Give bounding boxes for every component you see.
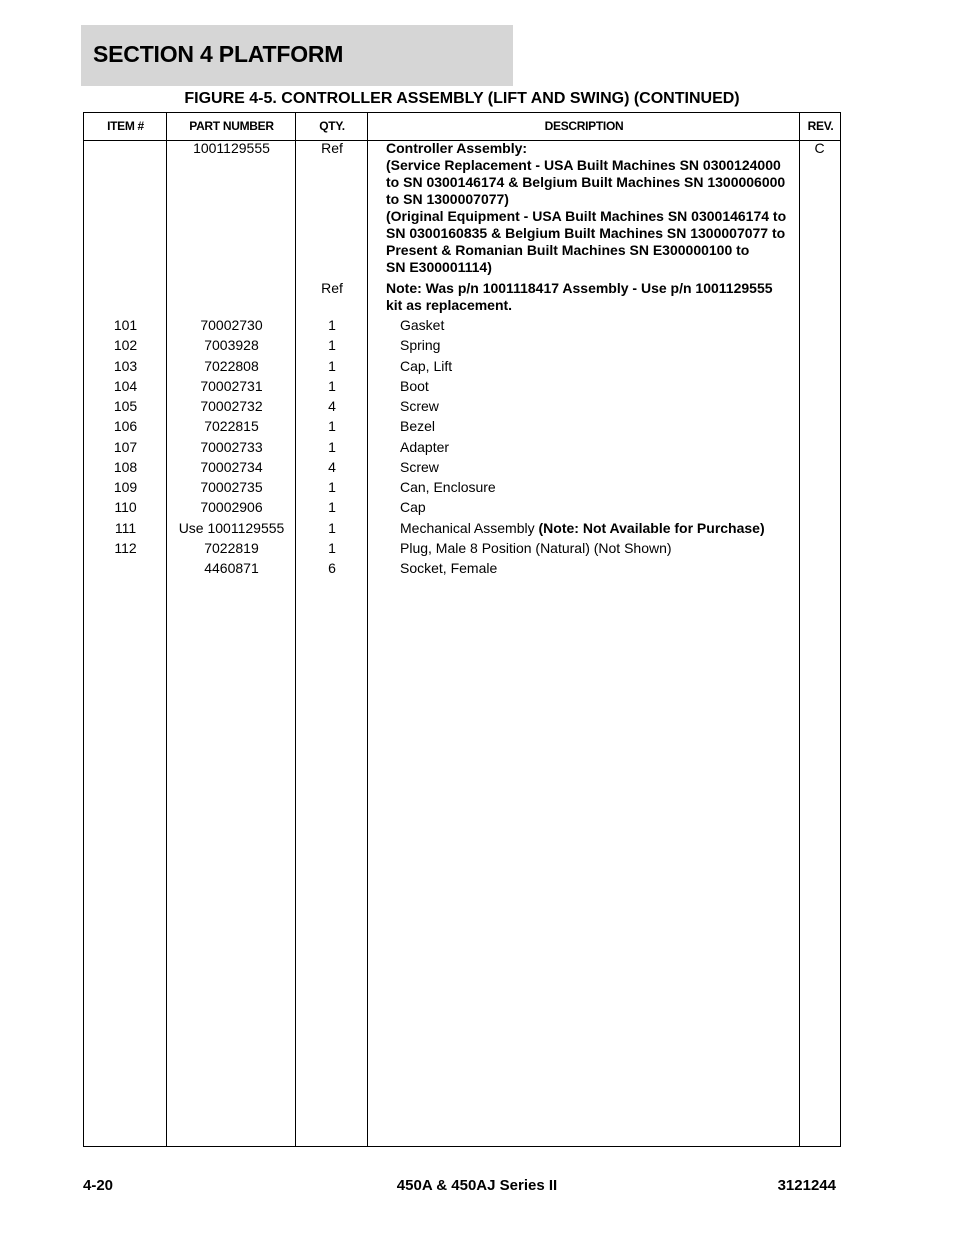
section-banner <box>81 25 513 86</box>
row-description <box>400 459 812 476</box>
row-part-number: Use 1001129555 <box>178 519 285 536</box>
row-item-number: 103 <box>113 357 138 374</box>
row-item-number: 105 <box>113 398 138 414</box>
row-description-text: Spring <box>400 337 441 354</box>
row-description <box>400 378 812 395</box>
column-header-rev: REV. <box>807 119 834 133</box>
note-desc-line: kit as replacement. <box>386 297 513 313</box>
row-description-text: Socket, Female <box>400 560 498 576</box>
row-description-text: Mechanical Assembly <box>400 519 539 536</box>
row-item-number: 109 <box>113 479 138 495</box>
row-part-number: 70002733 <box>200 438 263 455</box>
row-part-number: 70002735 <box>200 479 263 495</box>
row-description-text: Plug, Male 8 Position (Natural) (Not Shown) <box>400 539 672 556</box>
figure-title: FIGURE 4-5. CONTROLLER ASSEMBLY (LIFT AND SWING) (CONTINUED) <box>184 90 740 107</box>
row-description <box>400 540 812 557</box>
row-qty: 1 <box>328 357 336 374</box>
row-item-number: 106 <box>113 418 138 435</box>
row-qty: 6 <box>328 560 336 576</box>
row-description-text: Cap, Lift <box>400 357 453 374</box>
assembly-desc-line: SN E300001114) <box>386 259 492 275</box>
row-qty: 4 <box>328 458 336 475</box>
row-qty: 1 <box>328 317 336 333</box>
row-item-number: 102 <box>113 337 138 354</box>
row-item-number: 112 <box>114 539 137 556</box>
row-description <box>400 337 812 354</box>
row-description <box>400 560 812 577</box>
row-part-number: 70002730 <box>200 317 263 333</box>
row-part-number: 70002731 <box>200 377 263 394</box>
row-description-text: Boot <box>400 377 429 394</box>
parts-table <box>83 112 841 1147</box>
column-divider <box>367 113 368 1146</box>
note-description <box>386 280 798 314</box>
assembly-rev: C <box>814 140 825 156</box>
column-divider <box>166 113 167 1146</box>
row-description <box>400 418 812 435</box>
row-description-text: Adapter <box>400 438 450 455</box>
row-description-text: Can, Enclosure <box>400 479 496 495</box>
row-item-number: 101 <box>113 317 138 333</box>
assembly-desc-line: to SN 0300146174 & Belgium Built Machines SN 1300006000 <box>386 174 786 190</box>
row-description-text: Cap <box>400 499 426 516</box>
row-part-number: 7022815 <box>204 418 259 435</box>
column-header-qty: QTY. <box>319 119 345 133</box>
assembly-desc-line: SN 0300160835 & Belgium Built Machines SN 1300007077 to <box>386 225 786 241</box>
assembly-desc-line: (Original Equipment - USA Built Machines SN 0300146174 to <box>386 208 787 224</box>
row-part-number: 7003928 <box>204 337 259 354</box>
column-header-part-number: PART NUMBER <box>189 119 274 133</box>
row-description <box>400 479 812 496</box>
row-part-number: 4460871 <box>204 560 259 576</box>
column-header-description: DESCRIPTION <box>544 119 624 133</box>
row-qty: 1 <box>328 418 336 435</box>
row-qty: 1 <box>328 337 336 354</box>
row-item-number: 111 <box>114 519 137 536</box>
row-item-number: 107 <box>113 438 138 455</box>
assembly-desc-line: Present & Romanian Built Machines SN E300000100 to <box>386 242 750 258</box>
assembly-description <box>386 140 798 276</box>
row-description <box>400 317 812 334</box>
footer-model: 450A & 450AJ Series II <box>396 1177 558 1194</box>
row-description <box>400 499 812 516</box>
row-qty: 1 <box>328 479 336 495</box>
assembly-desc-line: (Service Replacement - USA Built Machines SN 0300124000 <box>386 157 781 173</box>
row-description <box>400 398 812 415</box>
section-title: SECTION 4 PLATFORM <box>93 41 344 67</box>
row-description <box>400 439 812 456</box>
row-item-number: 108 <box>113 458 138 475</box>
column-divider <box>295 113 296 1146</box>
assembly-part-number: 1001129555 <box>193 140 270 156</box>
row-qty: 1 <box>328 377 336 394</box>
row-description-text: Screw <box>400 458 439 475</box>
row-description-text: Gasket <box>400 317 445 333</box>
row-qty: 4 <box>328 398 336 414</box>
row-qty: 1 <box>328 438 336 455</box>
row-qty: 1 <box>328 499 336 516</box>
row-item-number: 110 <box>114 499 137 516</box>
row-part-number: 70002906 <box>200 499 263 516</box>
row-description-text: Screw <box>400 398 439 414</box>
note-desc-line: Note: Was p/n 1001118417 Assembly - Use p/n 1001129555 <box>386 280 773 296</box>
assembly-desc-line: to SN 1300007077) <box>386 191 509 207</box>
row-description-text: Bezel <box>400 418 436 435</box>
column-header-item: ITEM # <box>107 119 144 133</box>
row-description-note: (Note: Not Available for Purchase) <box>538 519 765 536</box>
row-item-number: 104 <box>113 377 138 394</box>
row-part-number: 70002734 <box>200 458 263 475</box>
assembly-qty: Ref <box>321 140 343 156</box>
row-part-number: 70002732 <box>200 398 263 414</box>
row-part-number: 7022808 <box>204 357 259 374</box>
row-part-number: 7022819 <box>204 539 259 556</box>
footer-doc-number: 3121244 <box>777 1177 836 1194</box>
row-qty: 1 <box>328 539 336 556</box>
footer-page-number: 4-20 <box>83 1177 114 1194</box>
row-description <box>400 358 812 375</box>
row-description <box>400 520 812 537</box>
assembly-desc-line: Controller Assembly: <box>386 140 528 156</box>
column-divider <box>799 113 800 1146</box>
row-qty: 1 <box>328 519 336 536</box>
note-qty: Ref <box>321 280 343 296</box>
